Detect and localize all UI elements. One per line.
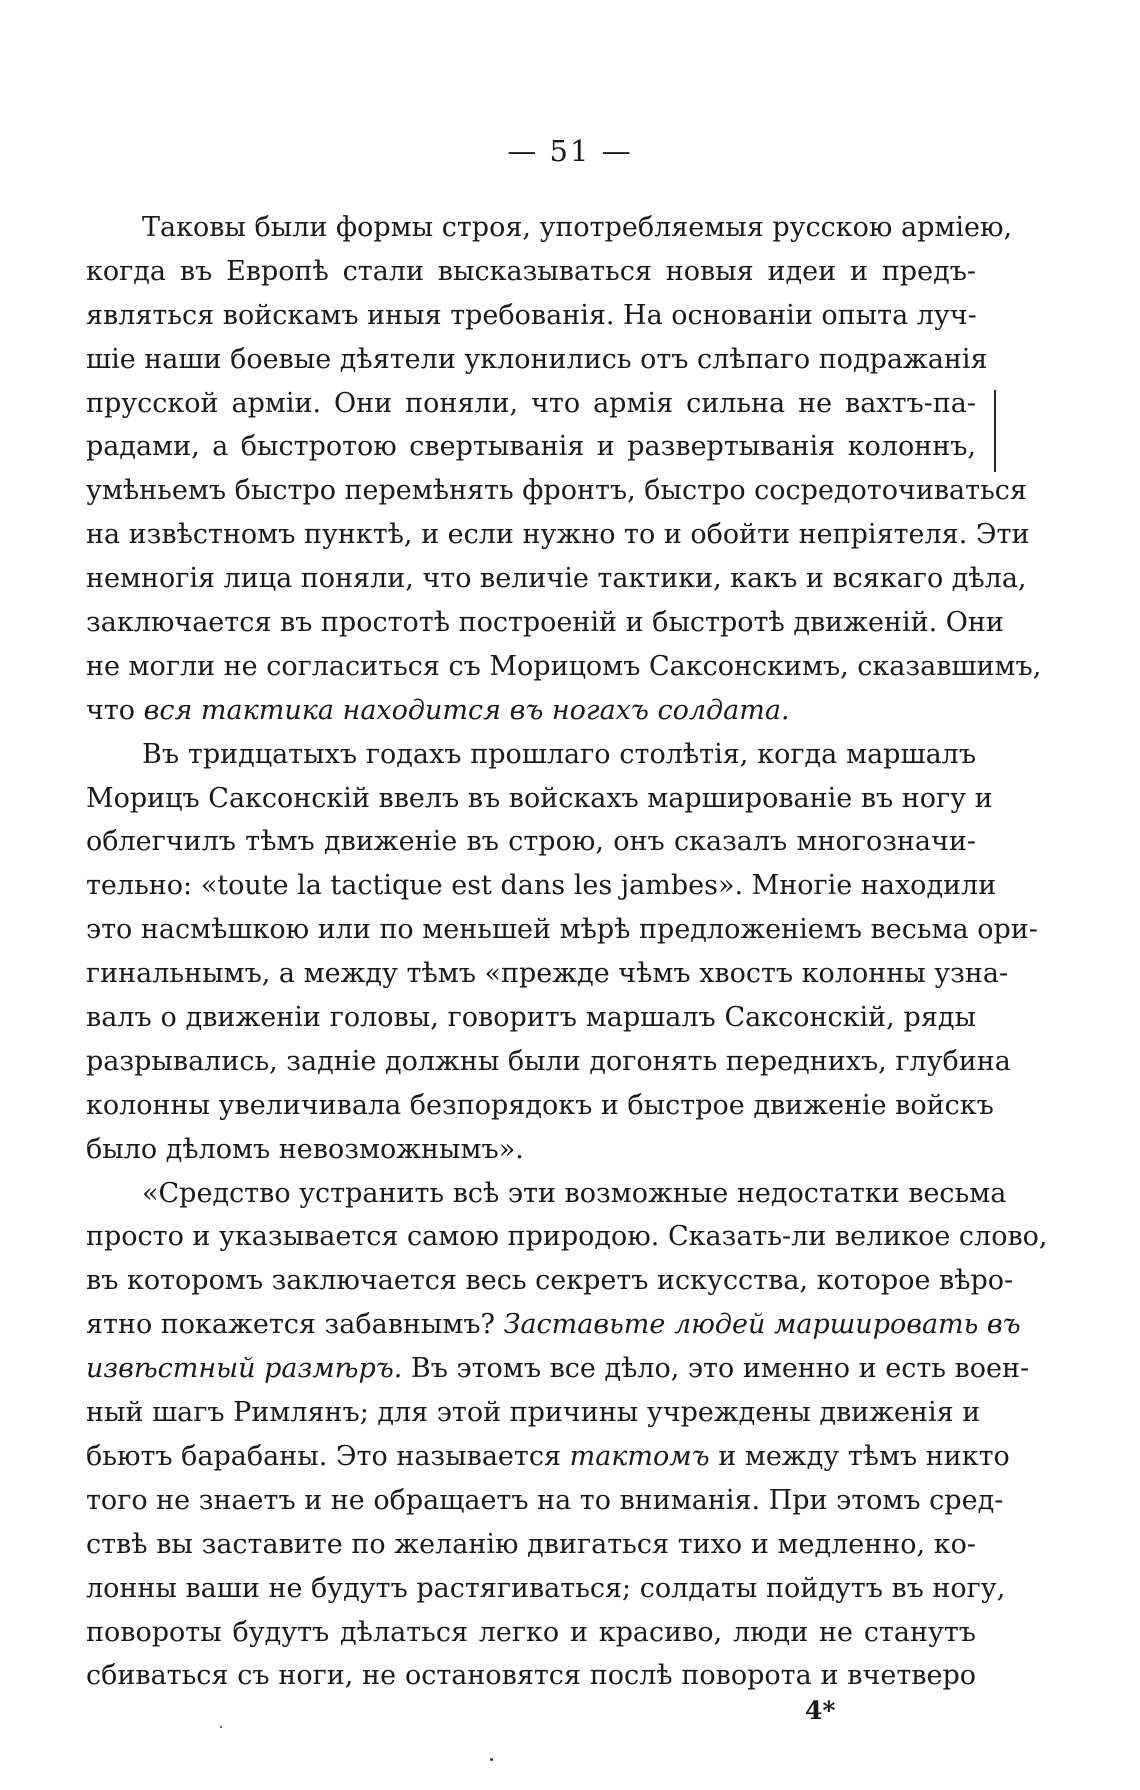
text-run: Въ этомъ все дѣло, это именно и есть воен- bbox=[402, 1353, 1030, 1385]
text-line: разрывались, задніе должны были догонять переднихъ, глубина bbox=[86, 1045, 1011, 1077]
italic-term: тактомъ bbox=[569, 1440, 710, 1472]
scan-speck bbox=[490, 1758, 493, 1761]
text-line: лонны ваши не будутъ растягиваться; солдаты пойдутъ въ ногу, bbox=[86, 1572, 1006, 1604]
text-run: что bbox=[86, 694, 144, 726]
margin-mark bbox=[994, 390, 996, 472]
text-line: «Средство устранить всѣ эти возможные недостатки весьма bbox=[142, 1177, 1007, 1209]
page-number: — 51 — bbox=[507, 134, 633, 168]
paragraph-1 bbox=[86, 206, 1042, 733]
text-line: повороты будутъ дѣлаться легко и красиво, люди не станутъ bbox=[86, 1616, 976, 1648]
text-line bbox=[86, 1435, 1010, 1479]
text-line: прусской арміи. Они поняли, что армія сильна не вахтъ-па- bbox=[86, 387, 976, 419]
text-line: облегчилъ тѣмъ движеніе въ строю, онъ сказалъ многозначи- bbox=[86, 826, 976, 858]
text-line: не могли не согласиться съ Морицомъ Саксонскимъ, сказавшимъ, bbox=[86, 650, 1042, 682]
text-run: и между тѣмъ никто bbox=[709, 1440, 1010, 1472]
text-line: на извѣстномъ пунктѣ, и если нужно то и обойти непріятеля. Эти bbox=[86, 519, 1030, 551]
italic-quote: извѣстный размѣръ. bbox=[86, 1353, 403, 1385]
text-line: ствѣ вы заставите по желанію двигаться тихо и медленно, ко- bbox=[86, 1528, 976, 1560]
text-line: Морицъ Саксонскій ввелъ въ войскахъ маршированіе въ ногу и bbox=[86, 782, 993, 814]
text-line: валъ о движеніи головы, говоритъ маршалъ Саксонскій, ряды bbox=[86, 1002, 976, 1034]
text-run: бьютъ барабаны. Это называется bbox=[86, 1440, 570, 1472]
text-line: Въ тридцатыхъ годахъ прошлаго столѣтія, когда маршалъ bbox=[142, 738, 976, 770]
text-line: когда въ Европѣ стали высказываться новыя идеи и предъ- bbox=[86, 255, 976, 287]
italic-quote: вся тактика находится въ ногахъ солдата. bbox=[143, 694, 790, 726]
text-line: Таковы были формы строя, употребляемыя русскою арміею, bbox=[142, 212, 1013, 243]
scan-speck bbox=[220, 1726, 222, 1728]
text-line: являться войскамъ иныя требованія. На основаніи опыта луч- bbox=[86, 299, 977, 331]
text-line: тельно: «toute la tactique est dans les jambes». Многіе находили bbox=[86, 870, 997, 902]
paragraph-3 bbox=[86, 1172, 1048, 1699]
text-line: это насмѣшкою или по меньшей мѣрѣ предложеніемъ весьма ори- bbox=[86, 914, 1038, 946]
text-line: колонны увеличивала безпорядокъ и быстрое движеніе войскъ bbox=[86, 1089, 994, 1121]
text-line: заключается въ простотѣ построеній и быстротѣ движеній. Они bbox=[86, 607, 1004, 639]
text-line: того не знаетъ и не обращаетъ на то вниманія. При этомъ сред- bbox=[86, 1484, 1004, 1516]
text-run: ятно покажется забавнымъ? bbox=[86, 1309, 504, 1341]
signature-mark: 4* bbox=[805, 1696, 836, 1725]
text-line: гинальнымъ, а между тѣмъ «прежде чѣмъ хвостъ колонны узна- bbox=[86, 958, 1009, 990]
italic-quote: Заставьте людей маршировать въ bbox=[503, 1309, 1021, 1341]
text-line: шіе наши боевые дѣятели уклонились отъ слѣпаго подражанія bbox=[86, 343, 988, 375]
text-line bbox=[86, 689, 976, 733]
text-line: немногія лица поняли, что величіе тактики, какъ и всякаго дѣла, bbox=[86, 563, 1027, 595]
text-line: въ которомъ заключается весь секретъ искусства, которое вѣро- bbox=[86, 1265, 1014, 1297]
text-line bbox=[86, 1303, 1021, 1347]
text-line: умѣньемъ быстро перемѣнять фронтъ, быстро сосредоточиваться bbox=[86, 475, 1027, 507]
text-line: радами, а быстротою свертыванія и развертыванія колоннъ, bbox=[86, 431, 976, 463]
text-line: просто и указывается самою природою. Сказать-ли великое слово, bbox=[86, 1221, 1048, 1253]
text-line: сбиваться съ ноги, не остановятся послѣ поворота и вчетверо bbox=[86, 1660, 976, 1692]
body-text bbox=[86, 206, 1048, 1698]
text-line: ный шагъ Римлянъ; для этой причины учреждены движенія и bbox=[86, 1397, 981, 1429]
text-line: было дѣломъ невозможнымъ». bbox=[86, 1133, 524, 1165]
text-line bbox=[86, 1347, 1030, 1391]
paragraph-2 bbox=[86, 733, 1038, 1172]
